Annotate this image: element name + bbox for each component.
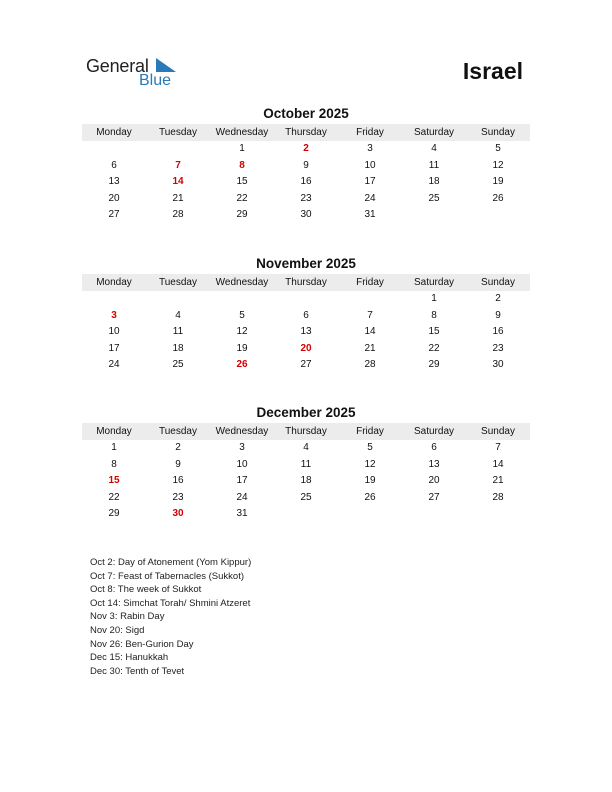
month-december [82, 404, 530, 523]
holiday-date-cell: 30 [172, 508, 184, 520]
weekday-header: Monday [96, 277, 132, 288]
week-row [82, 440, 530, 457]
date-cell: 6 [303, 309, 309, 321]
date-cell: 1 [431, 293, 437, 304]
weekday-header: Sunday [481, 127, 515, 138]
date-cell: 11 [300, 458, 312, 470]
date-cell [466, 207, 530, 224]
week-row [82, 490, 530, 507]
date-cell: 23 [172, 491, 184, 503]
holiday-note: Dec 15: Hanukkah [90, 652, 169, 664]
date-cell [274, 506, 338, 523]
date-cell: 11 [428, 159, 440, 171]
date-cell: 6 [111, 159, 117, 171]
date-cell: 19 [364, 475, 376, 487]
date-cell: 28 [364, 359, 376, 371]
holiday-date-cell: 7 [175, 159, 181, 171]
date-cell: 9 [175, 458, 181, 470]
date-cell: 12 [364, 458, 376, 470]
week-row [82, 141, 530, 158]
weekday-header: Saturday [413, 277, 455, 288]
date-cell: 1 [111, 442, 117, 453]
date-cell: 24 [364, 192, 376, 204]
date-cell: 5 [495, 143, 501, 154]
holiday-note: Dec 30: Tenth of Tevet [90, 665, 185, 677]
date-cell: 19 [236, 342, 248, 354]
weekday-header: Saturday [413, 127, 455, 138]
date-cell [146, 141, 210, 158]
month-title: November 2025 [256, 256, 356, 271]
week-row [82, 191, 530, 208]
date-cell: 12 [236, 326, 248, 338]
date-cell: 13 [428, 458, 440, 470]
week-row [82, 174, 530, 191]
date-cell: 17 [364, 176, 376, 188]
holiday-date-cell: 2 [303, 143, 309, 154]
holiday-date-cell: 20 [300, 342, 312, 354]
date-cell: 22 [428, 342, 440, 354]
date-cell: 31 [236, 508, 248, 520]
date-cell: 17 [236, 475, 248, 487]
generalblue-logo [86, 56, 186, 92]
logo-text-general: General [86, 56, 149, 76]
date-cell: 14 [364, 326, 376, 338]
week-row [82, 341, 530, 358]
date-cell: 15 [236, 176, 248, 188]
date-cell: 25 [172, 359, 184, 371]
date-cell: 16 [492, 326, 504, 338]
date-cell: 17 [108, 342, 120, 354]
holiday-note: Oct 2: Day of Atonement (Yom Kippur) [90, 557, 252, 568]
weekday-header: Wednesday [215, 277, 269, 288]
week-row [82, 324, 530, 341]
date-cell: 27 [428, 491, 440, 503]
date-cell: 4 [175, 309, 181, 321]
weekday-header: Sunday [481, 277, 515, 288]
holiday-note: Nov 3: Rabin Day [90, 611, 165, 623]
date-cell: 21 [172, 192, 184, 204]
logo-triangle-icon [156, 58, 176, 72]
week-row [82, 207, 530, 224]
date-cell: 31 [364, 209, 376, 221]
weekday-header: Friday [356, 127, 384, 138]
holiday-note: Oct 14: Simchat Torah/ Shmini Atzeret [90, 597, 251, 609]
date-cell: 21 [364, 342, 376, 354]
date-cell: 19 [492, 176, 504, 188]
date-cell: 7 [495, 442, 501, 453]
week-row [82, 158, 530, 175]
holiday-note: Nov 26: Ben-Gurion Day [90, 638, 194, 650]
date-cell: 13 [108, 176, 120, 188]
date-cell: 11 [172, 326, 184, 338]
week-row [82, 457, 530, 474]
date-cell: 25 [428, 192, 440, 204]
date-cell: 28 [172, 209, 184, 221]
date-cell: 30 [492, 359, 504, 371]
date-cell: 10 [108, 326, 120, 338]
weekday-header: Tuesday [159, 277, 197, 288]
date-cell: 6 [431, 442, 437, 453]
date-cell: 23 [300, 192, 312, 204]
week-row [82, 506, 530, 523]
date-cell: 22 [236, 192, 248, 204]
date-cell: 23 [492, 342, 504, 354]
date-cell: 9 [495, 309, 501, 321]
date-cell [210, 291, 274, 308]
date-cell: 29 [428, 359, 440, 371]
weekday-header-row [82, 124, 530, 141]
holiday-note: Nov 20: Sigd [90, 624, 145, 636]
weekday-header: Sunday [481, 426, 515, 437]
weekday-header: Friday [356, 277, 384, 288]
holiday-date-cell: 14 [172, 176, 184, 188]
date-cell: 3 [239, 442, 245, 453]
date-cell: 30 [300, 209, 312, 221]
date-cell: 18 [172, 342, 184, 354]
date-cell [274, 291, 338, 308]
week-row [82, 357, 530, 374]
country-title: Israel [462, 58, 523, 84]
date-cell: 16 [172, 475, 184, 487]
date-cell: 24 [236, 491, 248, 503]
weekday-header: Thursday [285, 277, 327, 288]
month-october [82, 105, 530, 224]
date-cell: 5 [367, 442, 373, 453]
weekday-header: Wednesday [215, 127, 269, 138]
date-cell: 16 [300, 176, 312, 188]
date-cell: 8 [111, 458, 117, 470]
date-cell: 28 [492, 491, 504, 503]
date-cell: 29 [236, 209, 248, 221]
date-cell: 18 [428, 176, 440, 188]
holiday-note: Oct 8: The week of Sukkot [90, 584, 202, 596]
date-cell: 3 [367, 143, 373, 154]
date-cell: 8 [431, 309, 437, 321]
holiday-note: Oct 7: Feast of Tabernacles (Sukkot) [90, 570, 245, 582]
date-cell: 24 [108, 359, 120, 371]
weekday-header: Monday [96, 127, 132, 138]
date-cell: 5 [239, 309, 245, 321]
weekday-header-row [82, 274, 530, 291]
date-cell: 27 [108, 209, 120, 221]
date-cell: 2 [495, 293, 501, 304]
date-cell [466, 506, 530, 523]
date-cell [338, 506, 402, 523]
date-cell: 21 [492, 475, 504, 487]
holiday-date-cell: 26 [236, 359, 248, 371]
holiday-date-cell: 3 [111, 309, 117, 321]
date-cell: 4 [431, 143, 437, 154]
date-cell [402, 207, 466, 224]
date-cell: 18 [300, 475, 312, 487]
date-cell [82, 291, 146, 308]
date-cell: 4 [303, 442, 309, 453]
date-cell: 22 [108, 491, 120, 503]
weekday-header: Tuesday [159, 127, 197, 138]
date-cell: 20 [428, 475, 440, 487]
date-cell: 9 [303, 159, 309, 171]
weekday-header: Thursday [285, 426, 327, 437]
weekday-header: Thursday [285, 127, 327, 138]
date-cell: 25 [300, 491, 312, 503]
date-cell: 10 [236, 458, 248, 470]
month-title: December 2025 [256, 405, 356, 420]
date-cell: 2 [175, 442, 181, 453]
date-cell: 1 [239, 143, 245, 154]
week-row [82, 308, 530, 325]
date-cell: 7 [367, 309, 373, 321]
weekday-header: Tuesday [159, 426, 197, 437]
date-cell: 27 [300, 359, 312, 371]
date-cell: 12 [492, 159, 504, 171]
logo-text-blue: Blue [139, 72, 172, 89]
month-november [82, 255, 530, 374]
date-cell: 29 [108, 508, 120, 520]
week-row [82, 291, 530, 308]
weekday-header-row [82, 423, 530, 440]
weekday-header: Monday [96, 426, 132, 437]
holiday-notes-list [90, 556, 251, 678]
date-cell [402, 506, 466, 523]
date-cell: 15 [428, 326, 440, 338]
date-cell: 20 [108, 192, 120, 204]
weekday-header: Saturday [413, 426, 455, 437]
holiday-date-cell: 15 [108, 475, 120, 487]
week-row [82, 473, 530, 490]
date-cell [338, 291, 402, 308]
weekday-header: Wednesday [215, 426, 269, 437]
date-cell: 26 [492, 192, 504, 204]
date-cell: 26 [364, 491, 376, 503]
date-cell: 13 [300, 326, 312, 338]
weekday-header: Friday [356, 426, 384, 437]
date-cell: 10 [364, 159, 376, 171]
date-cell: 14 [492, 458, 504, 470]
date-cell [146, 291, 210, 308]
month-title: October 2025 [263, 106, 349, 121]
date-cell [82, 141, 146, 158]
holiday-date-cell: 8 [239, 159, 245, 171]
